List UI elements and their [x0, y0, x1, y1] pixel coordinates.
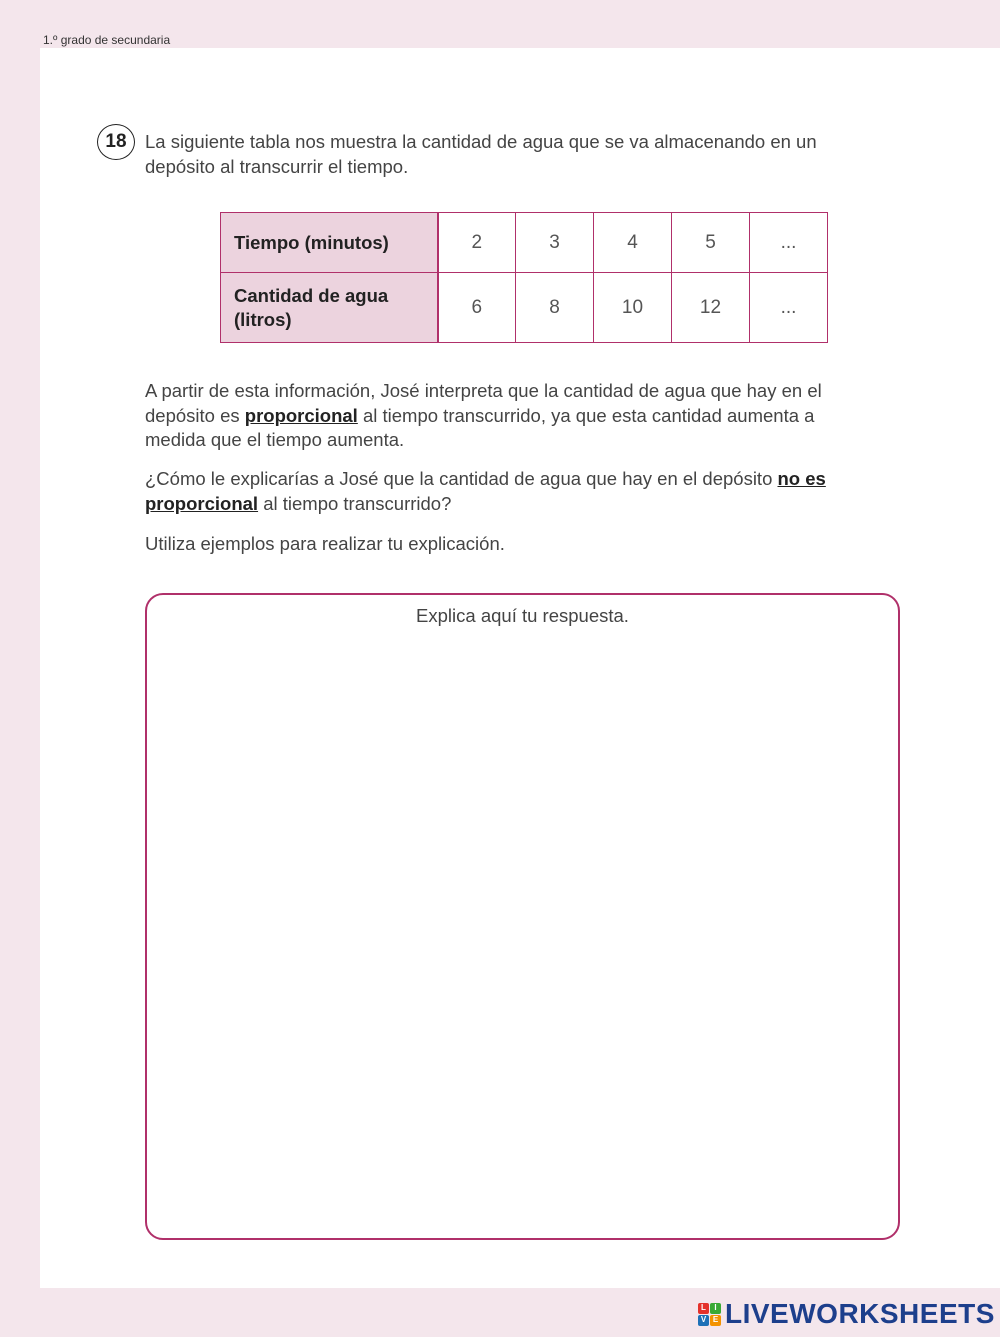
text-run: ¿Cómo le explicarías a José que la cantidad de agua que hay en el depósito	[145, 468, 778, 489]
answer-placeholder: Explica aquí tu respuesta.	[416, 605, 629, 626]
table-cell: 8	[516, 273, 594, 343]
instruction-text: Utiliza ejemplos para realizar tu explicación.	[145, 533, 505, 554]
table-cell: 10	[594, 273, 672, 343]
data-table	[220, 212, 828, 343]
emphasis-no-es-proporcional: no es proporcional	[145, 468, 826, 514]
table-cell: ...	[750, 273, 828, 343]
answer-textbox[interactable]	[145, 593, 900, 1240]
interpretation-paragraph	[145, 379, 865, 453]
table-cell: 3	[516, 213, 594, 273]
logo-letter: V	[698, 1315, 709, 1326]
text-run: A partir de esta información, José interpreta que la cantidad de agua que hay en el depósito es	[145, 380, 822, 426]
grade-label: 1.º grado de secundaria	[43, 33, 171, 47]
liveworksheets-logo-icon	[698, 1303, 721, 1326]
text-run: al tiempo transcurrido, ya que esta cantidad aumenta a medida que el tiempo aumenta.	[145, 404, 815, 450]
question-intro: La siguiente tabla nos muestra la cantidad de agua que se va almacenando en un depósito al transcurrir el tiempo.	[145, 131, 817, 177]
table-cell: 2	[438, 213, 516, 273]
emphasis-proporcional: proporcional	[244, 404, 358, 426]
question-number-badge: 18	[97, 124, 135, 160]
table-row-water	[221, 273, 828, 343]
text-run: al tiempo transcurrido?	[258, 492, 452, 514]
table-cell: ...	[750, 213, 828, 273]
table-cell: 5	[672, 213, 750, 273]
row-header-water: Cantidad de agua (litros)	[221, 273, 438, 343]
table-row-time	[221, 213, 828, 273]
table-cell: 4	[594, 213, 672, 273]
logo-letter: E	[710, 1315, 721, 1326]
table-cell: 12	[672, 273, 750, 343]
logo-letter: I	[710, 1303, 721, 1314]
table-cell: 6	[438, 273, 516, 343]
brand-name: LIVEWORKSHEETS	[725, 1298, 995, 1329]
logo-letter: L	[698, 1303, 709, 1314]
question-prompt	[145, 467, 865, 516]
liveworksheets-brand	[698, 1300, 995, 1328]
row-header-time: Tiempo (minutos)	[221, 213, 438, 273]
